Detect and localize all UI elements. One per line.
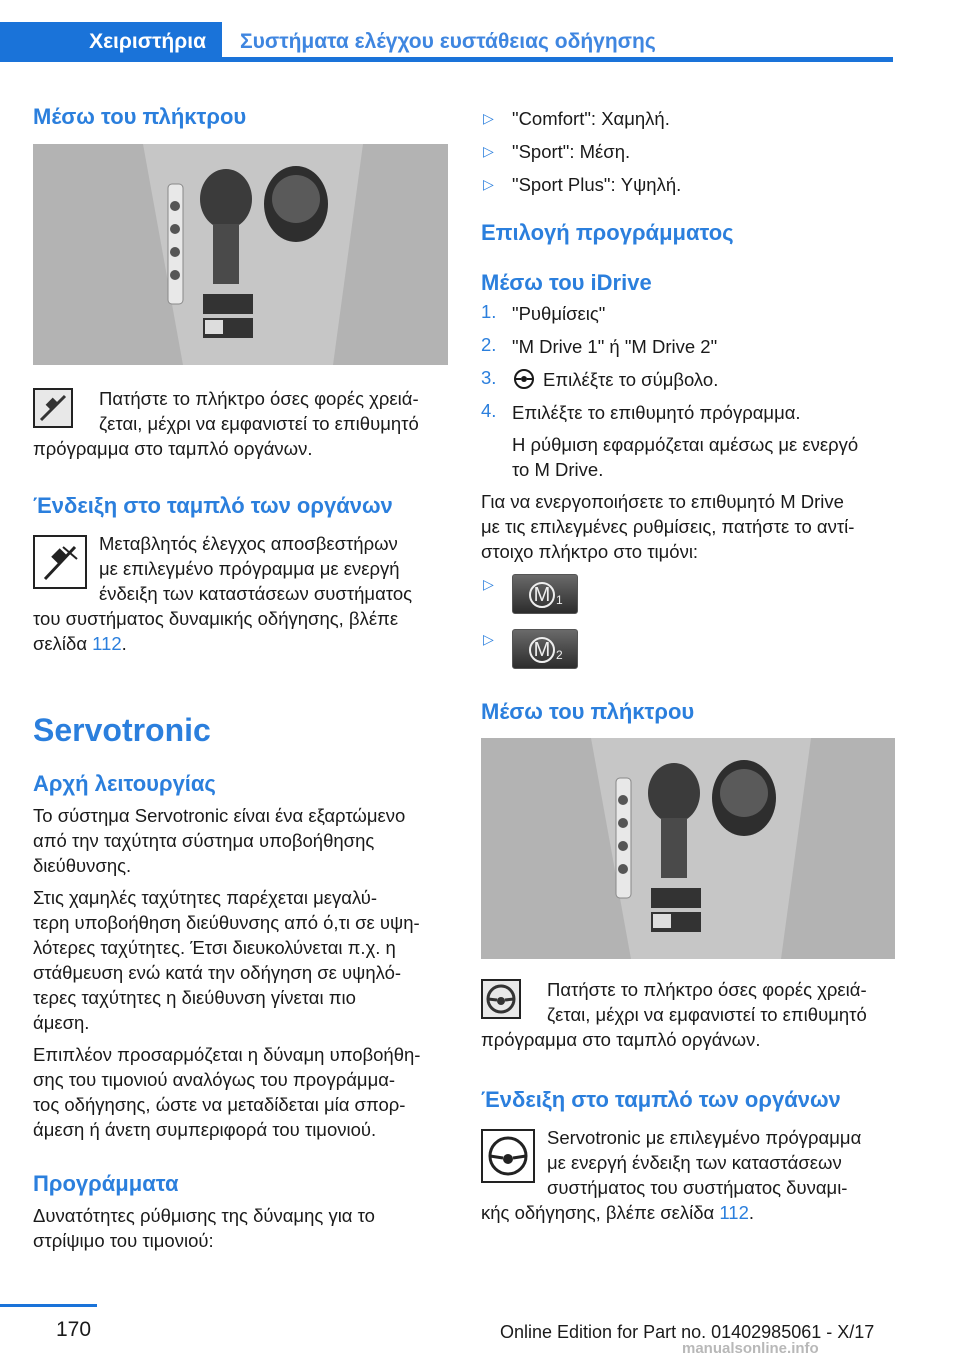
mode-sport-plus: "Sport Plus": Υψηλή. bbox=[512, 174, 682, 195]
step-number-4: 4. bbox=[481, 400, 497, 421]
triangle-right-icon: ▷ bbox=[483, 143, 494, 159]
principle-line-5: τερη υποβοήθηση διεύθυνσης από ό,τι σε υψη- bbox=[33, 912, 420, 933]
press-text-right-3: πρόγραμμα στο ταμπλό οργάνων. bbox=[481, 1029, 761, 1050]
activate-line-3: στοιχο πλήκτρο στο τιμόνι: bbox=[481, 541, 699, 562]
steering-wheel-display-icon bbox=[481, 1129, 535, 1183]
display-text-5-suffix: . bbox=[121, 633, 127, 654]
principle-line-12: τος οδήγησης, ώστε να μεταδίδεται μία σπορ- bbox=[33, 1094, 406, 1115]
triangle-right-icon: ▷ bbox=[483, 176, 494, 192]
display-text-right-1: Servotronic με επιλεγμένο πρόγραμμα bbox=[547, 1127, 862, 1148]
console-photo-left bbox=[33, 144, 448, 365]
step-number-2: 2. bbox=[481, 334, 497, 355]
press-text-3: πρόγραμμα στο ταμπλό οργάνων. bbox=[33, 438, 313, 459]
triangle-right-icon: ▷ bbox=[483, 631, 494, 647]
console-photo-right bbox=[481, 738, 895, 959]
principle-line-9: άμεση. bbox=[33, 1012, 90, 1033]
m1-label: M bbox=[529, 582, 555, 608]
programs-line-1: Δυνατότητες ρύθμισης της δύναμης για το bbox=[33, 1205, 375, 1226]
heading-principle: Αρχή λειτουργίας bbox=[33, 771, 216, 796]
m2-steering-button[interactable] bbox=[512, 629, 578, 669]
heading-instrument-display: Ένδειξη στο ταμπλό των οργάνων bbox=[33, 493, 393, 518]
title-servotronic: Servotronic bbox=[33, 712, 211, 748]
triangle-right-icon: ▷ bbox=[483, 110, 494, 126]
programs-line-2: στρίψιμο του τιμονιού: bbox=[33, 1230, 214, 1251]
principle-line-2: από την ταχύτητα σύστημα υποβοήθησης bbox=[33, 830, 375, 851]
watermark: manualsonline.info bbox=[682, 1340, 819, 1357]
principle-line-8: τερες ταχύτητες η διεύθυνση γίνεται πιο bbox=[33, 987, 356, 1008]
principle-line-10: Επιπλέον προσαρμόζεται η δύναμη υποβοήθη- bbox=[33, 1044, 421, 1065]
steering-settings-icon bbox=[513, 368, 535, 395]
display-text-right-2: με ενεργή ένδειξη των καταστάσεων bbox=[547, 1152, 842, 1173]
principle-line-7: στάθμευση ενώ κατά την οδήγηση σε υψηλό- bbox=[33, 962, 402, 983]
press-text-right-2: ζεται, μέχρι να εμφανιστεί το επιθυμητό bbox=[547, 1004, 867, 1025]
display-text-5-prefix: σελίδα bbox=[33, 633, 88, 654]
step-number-3: 3. bbox=[481, 367, 497, 388]
heading-via-idrive: Μέσω του iDrive bbox=[481, 270, 652, 295]
principle-line-6: λότερες ταχύτητες. Έτσι διευκολύνεται π.χ. η bbox=[33, 937, 396, 958]
mode-sport: "Sport": Μέση. bbox=[512, 141, 631, 162]
section-title[interactable]: Συστήματα ελέγχου ευστάθειας οδήγησης bbox=[240, 30, 656, 53]
page-link-112-right[interactable]: 112 bbox=[719, 1202, 749, 1223]
display-text-right-4 bbox=[481, 1200, 754, 1226]
activate-line-2: με τις επιλεγμένες ρυθμίσεις, πατήστε το αντί- bbox=[481, 516, 855, 537]
step-number-1: 1. bbox=[481, 301, 497, 322]
step-text-2: "M Drive 1" ή "M Drive 2" bbox=[512, 336, 718, 357]
damper-control-icon bbox=[33, 388, 73, 428]
m2-sub: 2 bbox=[556, 648, 563, 662]
display-text-right-3: συστήματος του συστήματος δυναμι- bbox=[547, 1177, 848, 1198]
display-text-right-4-prefix: κής οδήγησης, βλέπε σελίδα bbox=[481, 1202, 715, 1223]
step-text-4: Επιλέξτε το επιθυμητό πρόγραμμα. bbox=[512, 402, 801, 423]
display-text-4: του συστήματος δυναμικής οδήγησης, βλέπε bbox=[33, 608, 399, 629]
activate-line-1: Για να ενεργοποιήσετε το επιθυμητό M Drive bbox=[481, 491, 844, 512]
page-link-112[interactable]: 112 bbox=[92, 633, 122, 654]
principle-line-11: σης του τιμονιού αναλόγως του προγράμμα- bbox=[33, 1069, 396, 1090]
press-text-1: Πατήστε το πλήκτρο όσες φορές χρειά- bbox=[99, 388, 419, 409]
display-text-right-4-suffix: . bbox=[748, 1202, 755, 1223]
page-header bbox=[0, 0, 960, 62]
step-text-1: "Ρυθμίσεις" bbox=[512, 303, 606, 324]
footer-rule bbox=[0, 1304, 97, 1307]
principle-line-13: άμεση ή άνετη συμπεριφορά του τιμονιού. bbox=[33, 1119, 377, 1140]
heading-program-select: Επιλογή προγράμματος bbox=[481, 220, 734, 245]
heading-programs: Προγράμματα bbox=[33, 1171, 179, 1196]
edition-text: Online Edition for Part no. 01402985061 - X/17 bbox=[500, 1322, 875, 1342]
display-text-1: Μεταβλητός έλεγχος αποσβεστήρων bbox=[99, 533, 398, 554]
triangle-right-icon: ▷ bbox=[483, 576, 494, 592]
tab-controls[interactable]: Χειριστήρια bbox=[0, 22, 222, 62]
m1-sub: 1 bbox=[556, 593, 563, 607]
press-text-2: ζεται, μέχρι να εμφανιστεί το επιθυμητό bbox=[99, 413, 419, 434]
mode-comfort: "Comfort": Χαμηλή. bbox=[512, 108, 670, 129]
heading-instrument-display-right: Ένδειξη στο ταμπλό των οργάνων bbox=[481, 1087, 841, 1112]
heading-via-button-right: Μέσω του πλήκτρου bbox=[481, 699, 695, 724]
display-text-2: με επιλεγμένο πρόγραμμα με ενεργή bbox=[99, 558, 400, 579]
principle-line-1: Το σύστημα Servotronic είναι ένα εξαρτώμενο bbox=[33, 805, 406, 826]
heading-via-button: Μέσω του πλήκτρου bbox=[33, 104, 247, 129]
damper-display-icon bbox=[33, 535, 87, 589]
m2-label: M bbox=[529, 637, 555, 663]
m1-steering-button[interactable] bbox=[512, 574, 578, 614]
header-divider bbox=[0, 57, 893, 62]
principle-line-4: Στις χαμηλές ταχύτητες παρέχεται μεγαλύ- bbox=[33, 887, 378, 908]
display-text-5 bbox=[33, 631, 127, 657]
press-text-right-1: Πατήστε το πλήκτρο όσες φορές χρειά- bbox=[547, 979, 867, 1000]
principle-line-3: διεύθυνσης. bbox=[33, 855, 132, 876]
step4-note-1: Η ρύθμιση εφαρμόζεται αμέσως με ενεργό bbox=[512, 434, 859, 455]
step4-note-2: το M Drive. bbox=[512, 459, 604, 480]
step-text-3: Επιλέξτε το σύμβολο. bbox=[543, 369, 719, 390]
steering-wheel-icon bbox=[481, 979, 521, 1019]
page-number: 170 bbox=[56, 1318, 92, 1341]
display-text-3: ένδειξη των καταστάσεων συστήματος bbox=[99, 583, 413, 604]
